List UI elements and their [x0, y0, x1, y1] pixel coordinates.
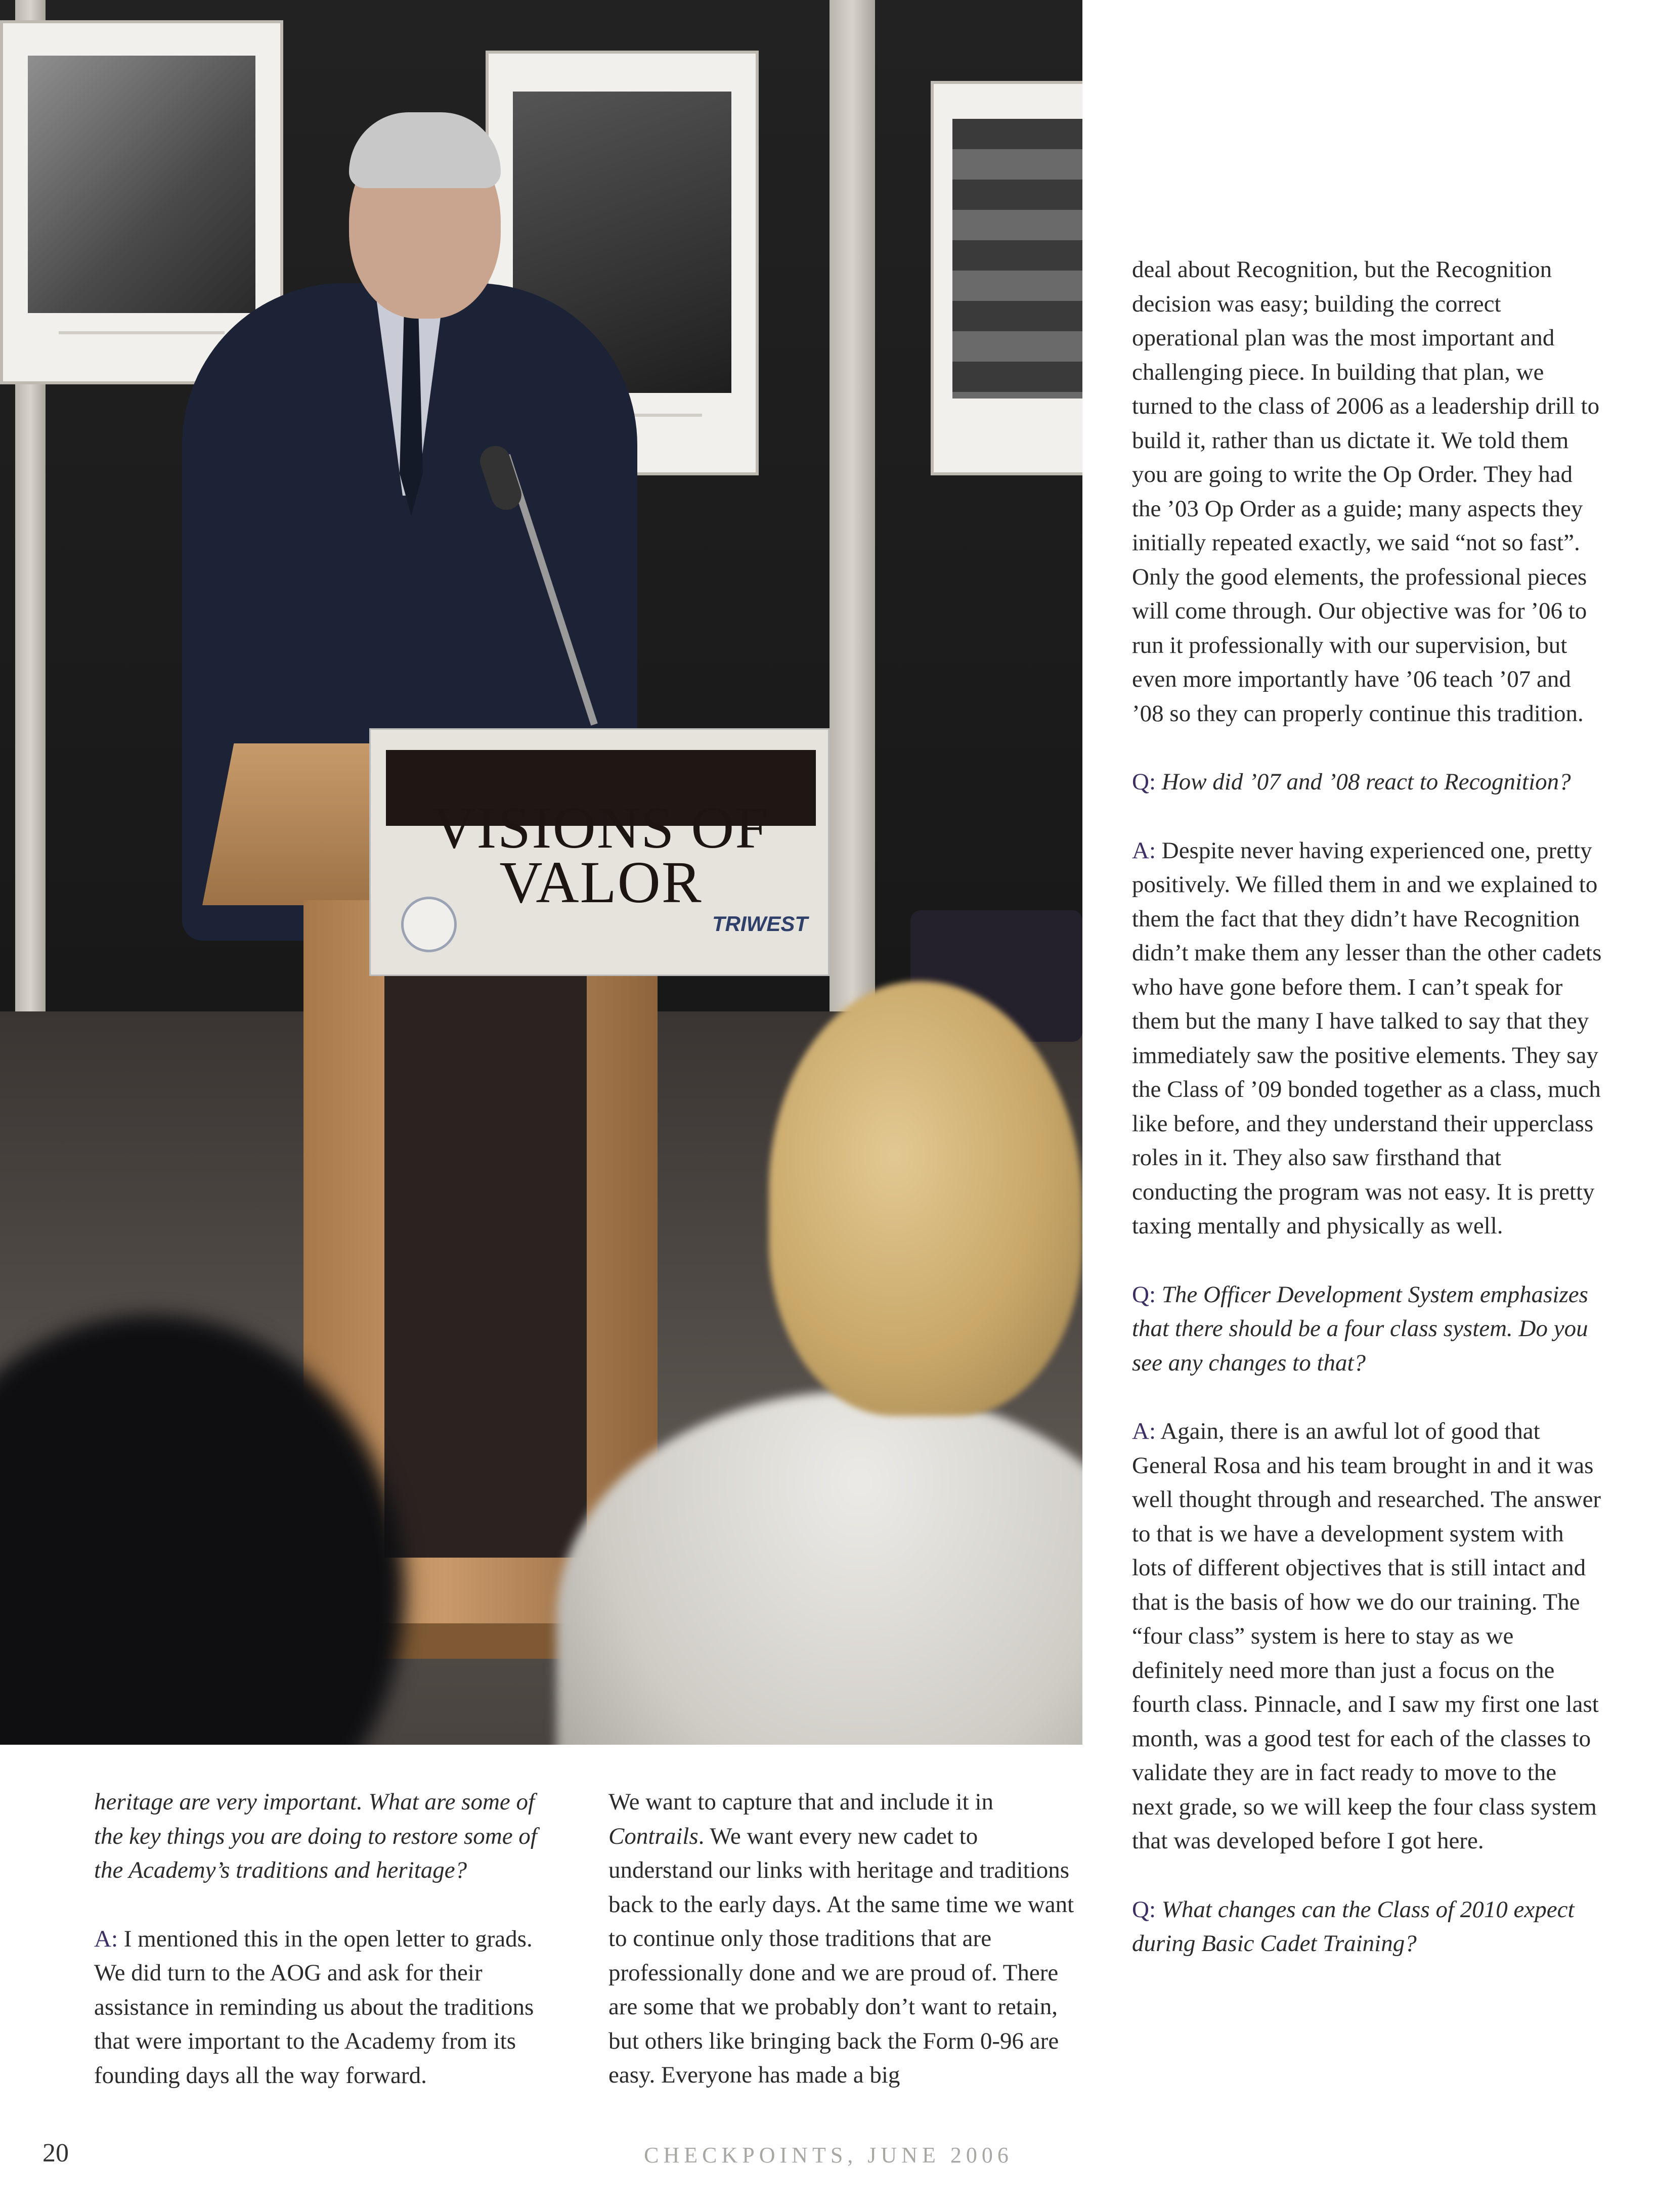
question: Q: The Officer Development System emphasizes that there should be a four class system. Do you see any changes to that?: [1132, 1281, 1588, 1376]
paragraph: deal about Recognition, but the Recognition decision was easy; building the correct operational plan was the most important and challenging piece. In building that plan, we turned to the class of 2006 as a leadership drill to build it, rather than us dictate it. We told them you are going to write the Op Order. They had the ’03 Op Order as a guide; many aspects they initially repeated exactly, we said “not so fast”. Only the good elements, the professional pieces will come through. Our objective was for ’06 to run it professionally with our supervision, but even more importantly have ’06 teach ’07 and ’08 so they can properly continue this tradition.: [1132, 256, 1600, 727]
answer: A: I mentioned this in the open letter to grads. We did turn to the AOG and ask for their assistance in reminding us about the traditions that were important to the Academy from its founding days all the way forward.: [94, 1925, 534, 2089]
answer: A: Again, there is an awful lot of good that General Rosa and his team brought in and it was well thought through and researched. The answer to that is we have a development system with lots of different objectives that is still intact and that is the basis of how we do our training. The “four class” system is here to stay as we definitely need more than just a focus on the fourth class. Pinnacle, and I saw my first one last month, was a good test for each of the classes to validate they are in fact ready to move to the next grade, so we will keep the four class system that was developed before I got here.: [1132, 1418, 1601, 1854]
academy-seal-icon: [401, 897, 457, 952]
publication-footer: CHECKPOINTS, JUNE 2006: [644, 2143, 1013, 2167]
podium-sign-title: VISIONS OF VALOR: [432, 794, 769, 915]
photo-frame: [931, 81, 1082, 475]
article-column-right: [1132, 253, 1602, 1961]
article-column-left: [94, 1785, 564, 2093]
paragraph: We want to capture that and include it in Contrails. We want every new cadet to understand our links with heritage and traditions back to the early days. At the same time we want to continue only those traditions that are professionally done and we are proud of. There are some that we probably don’t want to retain, but others like bringing back the Form 0-96 are easy. Everyone has made a big: [608, 1789, 1074, 2088]
sponsor-logo: TRIWEST: [712, 912, 808, 936]
question-continued: heritage are very important. What are some of the key things you are doing to restore some of the Academy’s traditions and heritage?: [94, 1789, 537, 1883]
answer: A: Despite never having experienced one, pretty positively. We filled them in and we explained to them the fact that they didn’t have Recognition didn’t make them any lesser than the other cadets who have gone before them. I can’t speak for them but the many I have talked to say that they immediately saw the positive elements. They say the Class of ’09 bonded together as a class, much like before, and they understand their upperclass roles in it. They also saw firsthand that conducting the program was not easy. It is pretty taxing mentally and physically as well.: [1132, 837, 1602, 1239]
publication-title: Contrails: [608, 1823, 699, 1849]
question: Q: How did ’07 and ’08 react to Recognition?: [1132, 769, 1571, 795]
page-number: 20: [42, 2139, 69, 2167]
podium-sign: [369, 728, 830, 976]
article-column-middle: [608, 1785, 1079, 2093]
question: Q: What changes can the Class of 2010 expect during Basic Cadet Training?: [1132, 1896, 1575, 1957]
